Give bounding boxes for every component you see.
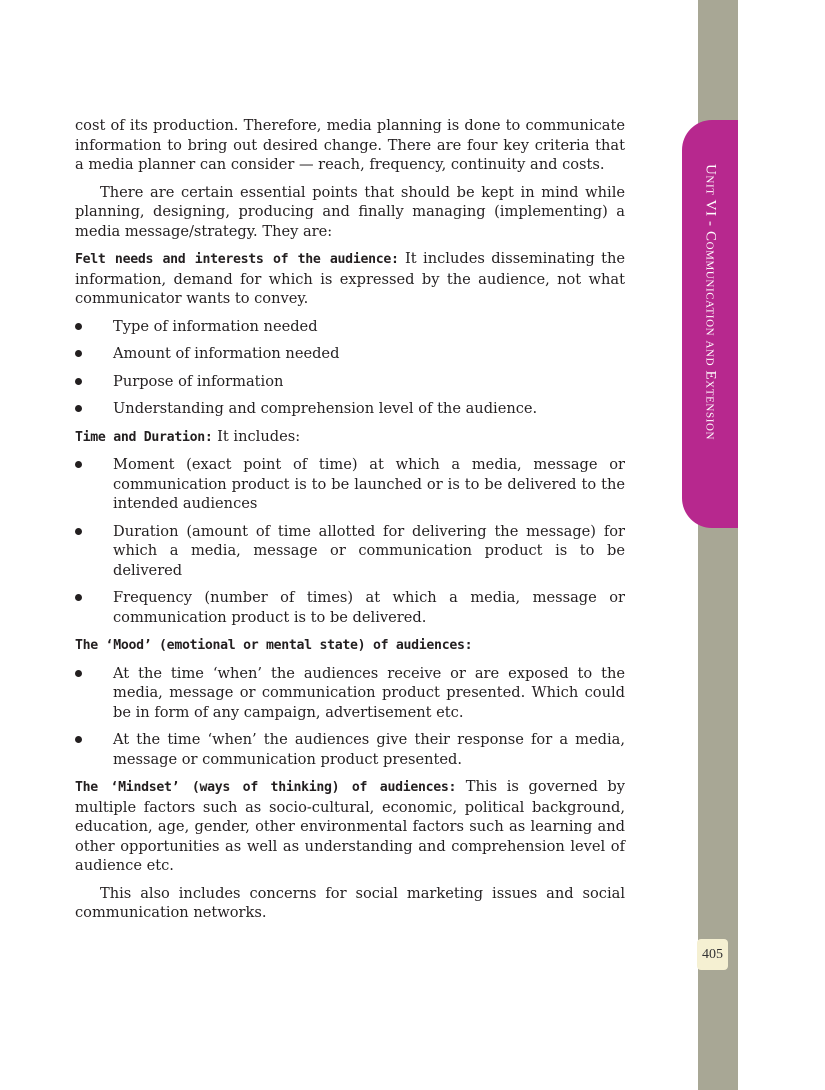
page-number: 405 xyxy=(697,939,728,970)
list-item: Moment (exact point of time) at which a media, message or communication product is to be launched or is to be delivered to the intended audiences xyxy=(75,455,625,514)
list-item: Frequency (number of times) at which a media, message or communication product is to be delivered. xyxy=(75,588,625,627)
bullet-icon xyxy=(75,594,82,601)
section-heading: The ‘Mindset’ (ways of thinking) of audiences: xyxy=(75,780,457,795)
section-heading: The ‘Mood’ (emotional or mental state) of audiences: xyxy=(75,638,473,653)
list-item: Duration (amount of time allotted for delivering the message) for which a media, message or communication product is to be delivered xyxy=(75,522,625,581)
bullet-icon xyxy=(75,350,82,357)
bullet-icon xyxy=(75,461,82,468)
paragraph-closing: This also includes concerns for social marketing issues and social communication networks. xyxy=(75,884,625,921)
bullet-icon xyxy=(75,378,82,385)
list-item: Type of information needed xyxy=(75,317,625,337)
section-felt-needs xyxy=(75,249,625,309)
paragraph-essential-points: There are certain essential points that should be kept in mind while planning, designing, producing and finally managing (implementing) a media message/strategy. They are: xyxy=(75,183,625,240)
section-heading: Felt needs and interests of the audience: xyxy=(75,252,399,267)
section-mood xyxy=(75,635,625,656)
list-item: At the time ‘when’ the audiences give their response for a media, message or communication product presented. xyxy=(75,730,625,769)
section-heading: Time and Duration: xyxy=(75,429,213,445)
page-content xyxy=(75,116,625,931)
section-mindset xyxy=(75,777,625,876)
section-text: It includes: xyxy=(212,427,301,445)
list-item: Purpose of information xyxy=(75,372,625,392)
paragraph-intro: cost of its production. Therefore, media planning is done to communicate information to bring out desired change. There are four key criteria that a media planner can consider — reach, frequency, continuity and costs. xyxy=(75,117,625,173)
list-item: At the time ‘when’ the audiences receive or are exposed to the media, message or communication product presented. Which could be in form of any campaign, advertisement etc. xyxy=(75,664,625,723)
unit-title: Unit VI - Communication and Extension xyxy=(702,164,719,441)
section-text: This is governed by multiple factors such as socio-cultural, economic, political background, education, age, gender, other environmental factors such as learning and other opportunities as well as understanding and comprehension level of audience etc. xyxy=(75,778,626,874)
bullet-icon xyxy=(75,736,82,743)
section-time-duration xyxy=(75,427,625,448)
felt-needs-list xyxy=(75,317,625,419)
bullet-icon xyxy=(75,528,82,535)
time-duration-list xyxy=(75,455,625,627)
bullet-icon xyxy=(75,405,82,412)
mood-list xyxy=(75,664,625,770)
list-item: Amount of information needed xyxy=(75,344,625,364)
list-item: Understanding and comprehension level of the audience. xyxy=(75,399,625,419)
bullet-icon xyxy=(75,670,82,677)
bullet-icon xyxy=(75,323,82,330)
section-text: It includes disseminating the information, demand for which is expressed by the audience, not what communicator wants to convey. xyxy=(75,250,625,307)
